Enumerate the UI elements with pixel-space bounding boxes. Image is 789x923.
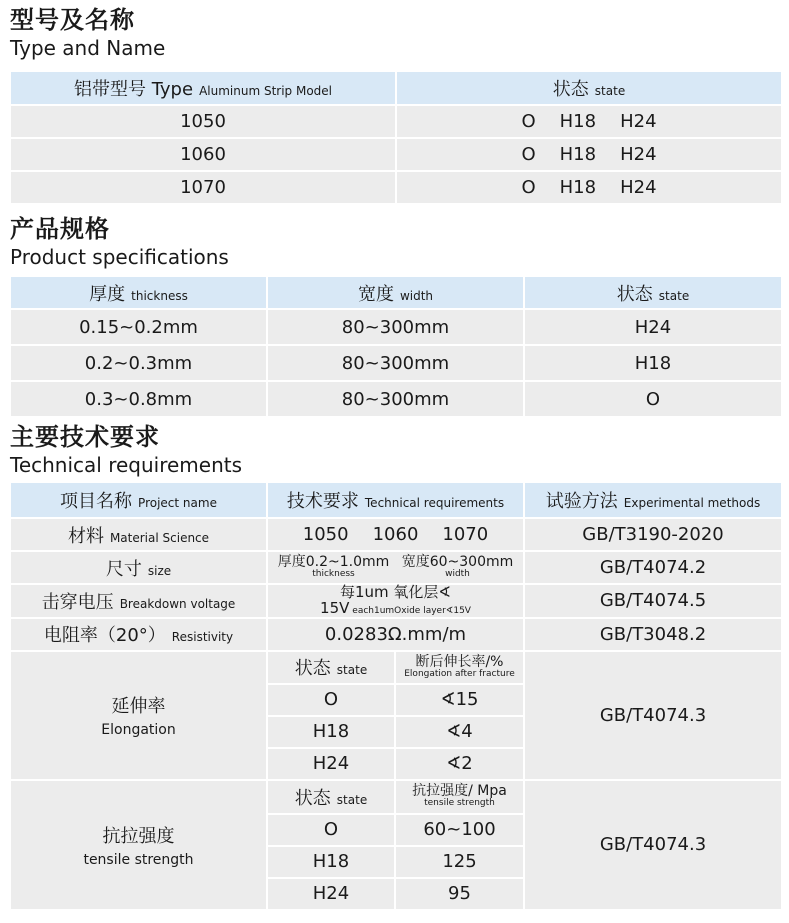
label-zh: 状态 bbox=[294, 787, 331, 809]
sub-header-elongation bbox=[395, 651, 524, 684]
header-label-en: state bbox=[594, 84, 626, 98]
header-cell-methods bbox=[524, 482, 782, 518]
value-cell: 95 bbox=[395, 878, 524, 910]
table-row bbox=[10, 618, 782, 651]
section1-title-zh: 型号及名称 bbox=[10, 6, 135, 34]
label-en: Elongation bbox=[101, 722, 176, 739]
section2-heading bbox=[10, 217, 229, 267]
header-label-zh: 状态 bbox=[552, 79, 589, 100]
width-cell: 80~300mm bbox=[267, 309, 524, 345]
state-value: O bbox=[521, 111, 536, 132]
sub-header-state bbox=[267, 651, 395, 684]
breakdown-en1: each1umOxide bbox=[352, 605, 421, 616]
state-cell: H24 bbox=[267, 878, 395, 910]
header-label-zh: 状态 bbox=[616, 283, 653, 305]
tensile-label bbox=[10, 780, 267, 910]
label-zh: 尺寸 bbox=[105, 558, 142, 580]
state-cell bbox=[396, 105, 782, 138]
state-cell: O bbox=[267, 684, 395, 716]
header-label-zh: 厚度 bbox=[89, 283, 126, 305]
thickness-cell: 0.2~0.3mm bbox=[10, 345, 267, 381]
header-cell-requirements bbox=[267, 482, 524, 518]
label-en: Material Science bbox=[109, 530, 210, 545]
header-label-en: Technical requirements bbox=[364, 496, 505, 510]
model-cell: 1070 bbox=[10, 171, 396, 204]
state-value: O bbox=[521, 144, 536, 165]
header-label-en: state bbox=[658, 288, 690, 303]
method-cell: GB/T3190-2020 bbox=[524, 518, 782, 551]
label-en: state bbox=[336, 663, 368, 678]
table-row bbox=[10, 518, 782, 551]
table-row bbox=[10, 171, 782, 204]
section3-heading bbox=[10, 425, 242, 475]
sub-header-tensile bbox=[395, 780, 524, 814]
table-row bbox=[10, 138, 782, 171]
breakdown-label bbox=[10, 584, 267, 618]
header-label-en: thickness bbox=[131, 288, 188, 303]
header-label-en: Experimental methods bbox=[623, 496, 761, 510]
technical-requirements-table bbox=[9, 481, 783, 911]
state-cell bbox=[396, 138, 782, 171]
material-values bbox=[267, 518, 524, 551]
state-value: H24 bbox=[620, 177, 657, 198]
state-cell: H18 bbox=[267, 846, 395, 878]
method-cell: GB/T4074.3 bbox=[524, 651, 782, 780]
state-cell: H18 bbox=[267, 716, 395, 748]
value-cell: ∢2 bbox=[395, 748, 524, 780]
resistivity-value: 0.0283Ω.mm/m bbox=[267, 618, 524, 651]
header-label-en: Aluminum Strip Model bbox=[199, 84, 332, 98]
header-cell-model bbox=[10, 71, 396, 105]
label-zh: 状态 bbox=[294, 658, 331, 680]
resistivity-label bbox=[10, 618, 267, 651]
header-label-zh: 铝带型号 Type bbox=[73, 79, 194, 100]
state-value: H18 bbox=[559, 111, 597, 132]
table-row bbox=[10, 345, 782, 381]
state-cell: O bbox=[524, 381, 782, 417]
breakdown-values bbox=[267, 584, 524, 618]
state-value: H18 bbox=[559, 144, 597, 165]
label-zh: 断后伸长率/% bbox=[415, 653, 504, 670]
table-row bbox=[10, 780, 782, 814]
header-label-zh: 试验方法 bbox=[545, 491, 618, 512]
section3-title-en: Technical requirements bbox=[10, 453, 243, 477]
header-cell-state bbox=[396, 71, 782, 105]
header-label-zh: 项目名称 bbox=[60, 491, 133, 512]
value-cell: 125 bbox=[395, 846, 524, 878]
model-cell: 1050 bbox=[10, 105, 396, 138]
table-header-row bbox=[10, 482, 782, 518]
label-zh: 材料 bbox=[67, 525, 104, 547]
label-en: Elongation after fracture bbox=[404, 668, 515, 679]
label-zh: 延伸率 bbox=[111, 696, 166, 718]
method-cell: GB/T3048.2 bbox=[524, 618, 782, 651]
label-en: Resistivity bbox=[171, 630, 234, 645]
sub-header-state bbox=[267, 780, 395, 814]
label-en: size bbox=[147, 563, 172, 578]
section1-title-en: Type and Name bbox=[10, 36, 166, 60]
label-zh: 击穿电压 bbox=[41, 591, 114, 613]
label-zh: 电阻率（20°） bbox=[43, 625, 166, 647]
width-range: 宽度60~300mm bbox=[401, 554, 514, 571]
thickness-cell: 0.3~0.8mm bbox=[10, 381, 267, 417]
width-en: width bbox=[445, 568, 470, 579]
elongation-label bbox=[10, 651, 267, 780]
label-en: state bbox=[336, 792, 368, 807]
table-row bbox=[10, 651, 782, 684]
method-cell: GB/T4074.2 bbox=[524, 551, 782, 584]
material-value: 1070 bbox=[442, 524, 489, 545]
material-value: 1050 bbox=[302, 524, 349, 545]
thickness-cell: 0.15~0.2mm bbox=[10, 309, 267, 345]
header-cell-state bbox=[524, 276, 782, 309]
section2-title-zh: 产品规格 bbox=[10, 215, 110, 243]
section2-title-en: Product specifications bbox=[10, 245, 229, 269]
label-zh: 抗拉强度/ Mpa bbox=[412, 783, 507, 800]
size-label bbox=[10, 551, 267, 584]
breakdown-en2: layer∢15V bbox=[423, 605, 471, 616]
section1-heading bbox=[10, 8, 165, 58]
state-cell bbox=[396, 171, 782, 204]
breakdown-line2: 15V bbox=[320, 598, 350, 617]
table-row bbox=[10, 584, 782, 618]
table-row bbox=[10, 551, 782, 584]
value-cell: 60~100 bbox=[395, 814, 524, 846]
header-label-en: width bbox=[399, 288, 434, 303]
header-cell-width bbox=[267, 276, 524, 309]
header-label-en: Project name bbox=[138, 496, 217, 510]
header-label-zh: 技术要求 bbox=[286, 491, 359, 512]
size-values bbox=[267, 551, 524, 584]
width-cell: 80~300mm bbox=[267, 381, 524, 417]
width-cell: 80~300mm bbox=[267, 345, 524, 381]
breakdown-line1: 每1um 氧化层∢ bbox=[340, 583, 451, 601]
state-cell: H18 bbox=[524, 345, 782, 381]
material-value: 1060 bbox=[372, 524, 419, 545]
method-cell: GB/T4074.5 bbox=[524, 584, 782, 618]
state-cell: H24 bbox=[267, 748, 395, 780]
material-label bbox=[10, 518, 267, 551]
state-value: H24 bbox=[620, 111, 657, 132]
table-row bbox=[10, 309, 782, 345]
state-value: H18 bbox=[559, 177, 597, 198]
label-en: tensile strength bbox=[424, 798, 495, 809]
state-value: O bbox=[521, 177, 536, 198]
type-name-table bbox=[9, 70, 783, 205]
value-cell: ∢4 bbox=[395, 716, 524, 748]
section3-title-zh: 主要技术要求 bbox=[10, 423, 160, 451]
header-cell-thickness bbox=[10, 276, 267, 309]
table-row bbox=[10, 381, 782, 417]
label-en: tensile strength bbox=[83, 851, 194, 868]
product-spec-table bbox=[9, 275, 783, 418]
value-cell: ∢15 bbox=[395, 684, 524, 716]
table-header-row bbox=[10, 276, 782, 309]
state-value: H24 bbox=[620, 144, 657, 165]
thickness-range: 厚度0.2~1.0mm bbox=[277, 554, 390, 571]
state-cell: O bbox=[267, 814, 395, 846]
header-cell-project bbox=[10, 482, 267, 518]
model-cell: 1060 bbox=[10, 138, 396, 171]
header-label-zh: 宽度 bbox=[357, 283, 394, 305]
method-cell: GB/T4074.3 bbox=[524, 780, 782, 910]
table-row bbox=[10, 105, 782, 138]
table-header-row bbox=[10, 71, 782, 105]
label-en: Breakdown voltage bbox=[119, 596, 236, 611]
thickness-en: thickness bbox=[312, 568, 355, 579]
state-cell: H24 bbox=[524, 309, 782, 345]
label-zh: 抗拉强度 bbox=[102, 825, 175, 847]
